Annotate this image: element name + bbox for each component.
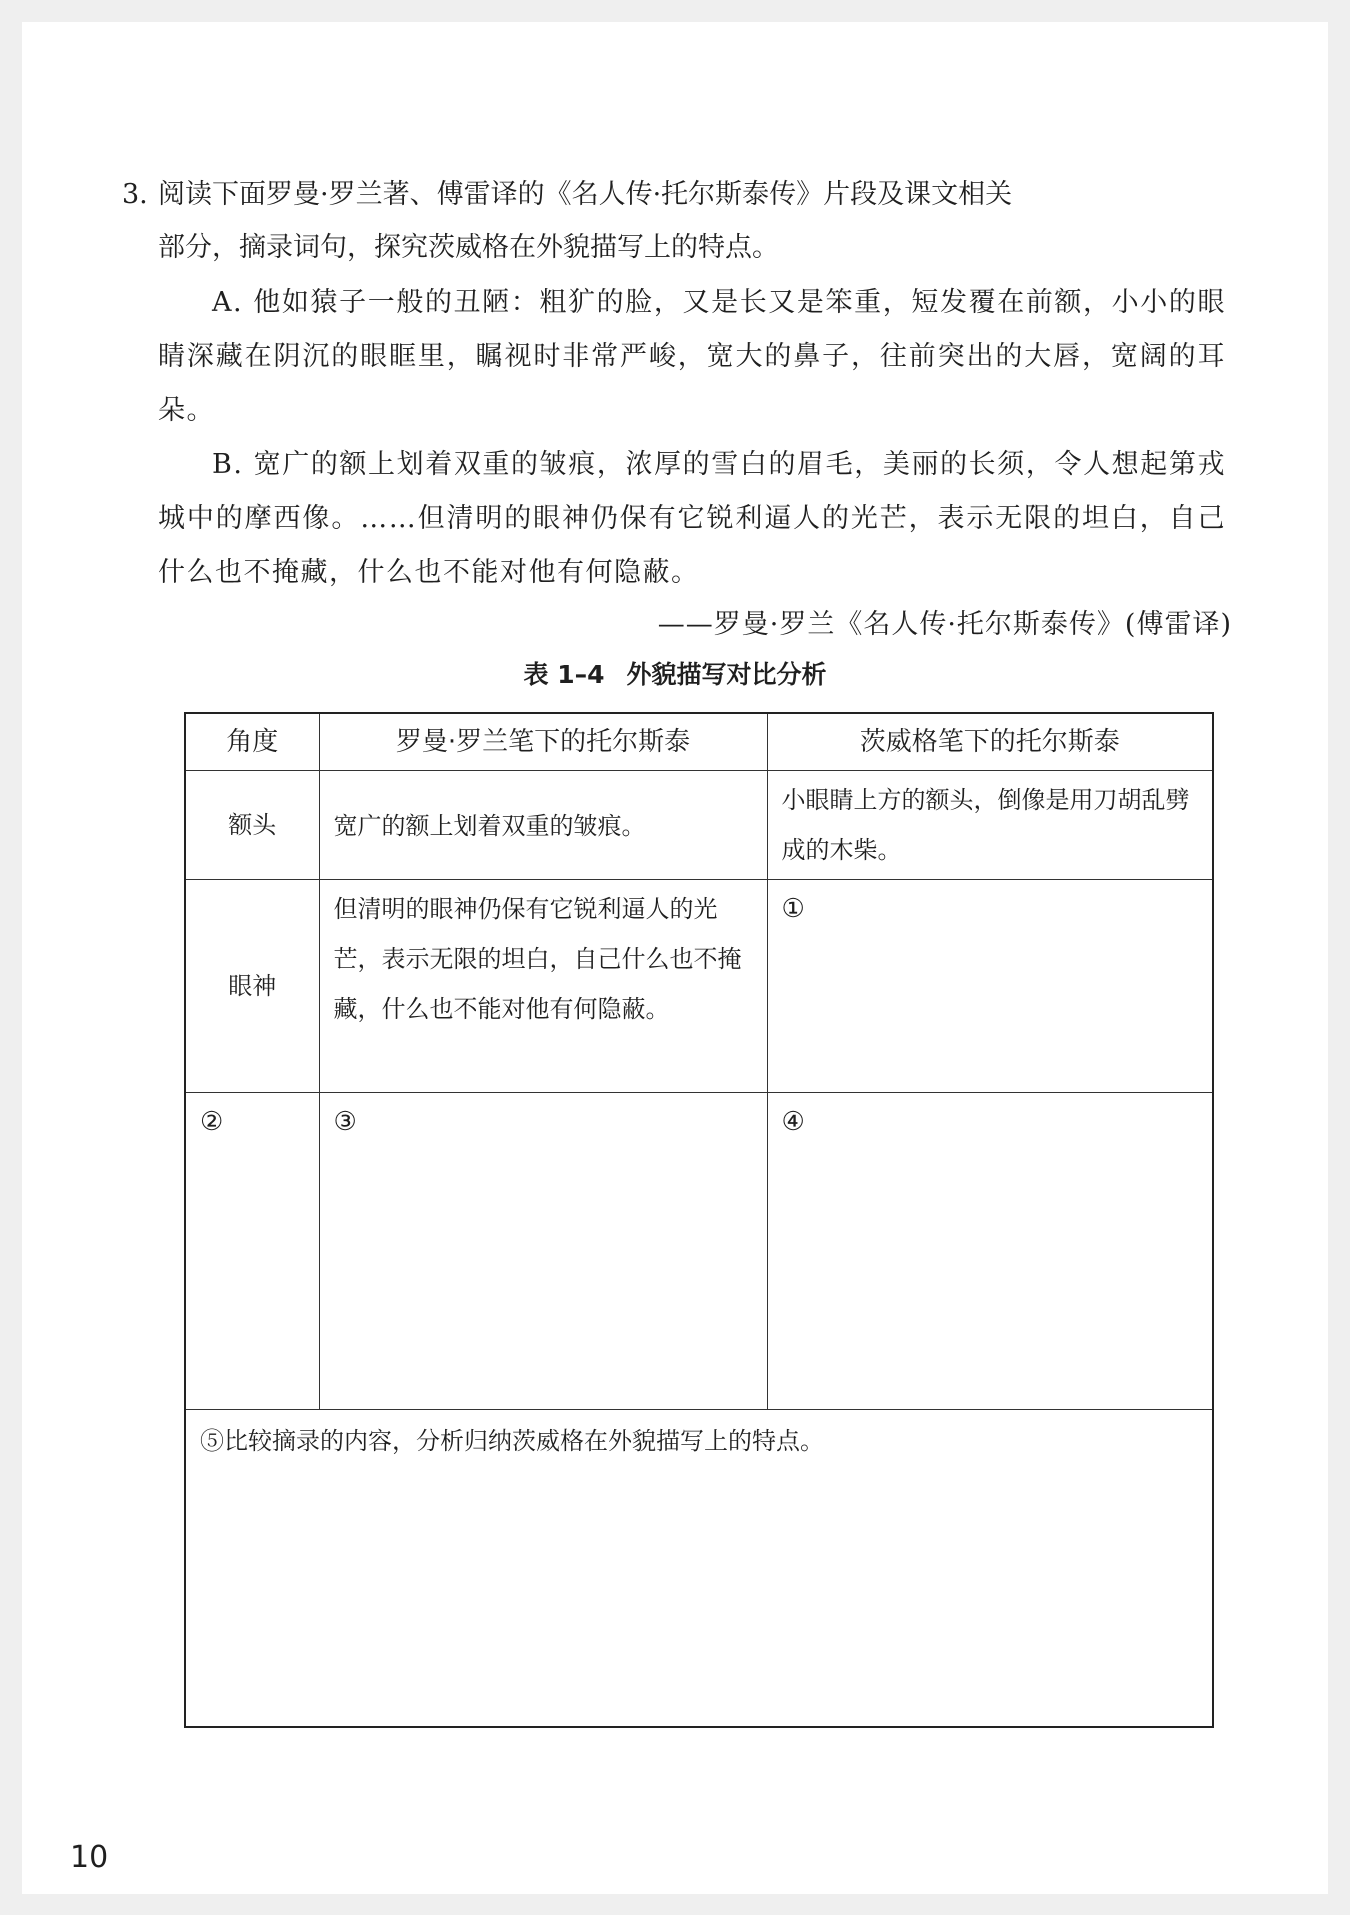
rolland-cell — [319, 880, 767, 1093]
question-line-1 — [122, 168, 1227, 221]
question-text-1: 阅读下面罗曼·罗兰著、傅雷译的《名人传·托尔斯泰传》片段及课文相关 — [158, 179, 1013, 210]
answer-blank-1[interactable] — [767, 880, 1213, 1093]
page-number: 10 — [70, 1840, 109, 1875]
summary-prompt: ⑤比较摘录的内容，分析归纳茨威格在外貌描写上的特点。 — [200, 1427, 824, 1455]
header-aspect: 角度 — [185, 713, 319, 771]
blank-marker-3: ③ — [333, 1107, 357, 1137]
table-caption: 外貌描写对比分析 — [626, 660, 827, 689]
table-summary-row — [185, 1410, 1213, 1728]
question-number: 3. — [122, 179, 148, 210]
table-row — [185, 880, 1213, 1093]
header-zweig: 茨威格笔下的托尔斯泰 — [767, 713, 1213, 771]
zweig-cell — [767, 771, 1213, 880]
answer-blank-5[interactable] — [185, 1410, 1213, 1728]
table-row — [185, 771, 1213, 880]
answer-blank-4[interactable] — [767, 1093, 1213, 1410]
passage-b: B. 宽广的额上划着双重的皱痕，浓厚的雪白的眉毛，美丽的长须，令人想起第戎城中的摩西像。……但清明的眼神仍保有它锐利逼人的光芒，表示无限的坦白，自己什么也不掩藏，什么也不能对他有何隐蔽。 — [158, 449, 1226, 588]
blank-marker-1: ① — [781, 894, 805, 924]
question-text-2: 部分，摘录词句，探究茨威格在外貌描写上的特点。 — [158, 232, 779, 263]
table-number: 表 1–4 — [523, 660, 605, 689]
passage-source: ——罗曼·罗兰《名人传·托尔斯泰传》(傅雷译) — [657, 609, 1232, 640]
question-3 — [122, 168, 1227, 274]
table-row — [185, 1093, 1213, 1410]
rolland-cell — [319, 771, 767, 880]
zweig-text: 小眼睛上方的额头，倒像是用刀胡乱劈成的木柴。 — [781, 786, 1190, 864]
aspect-cell: 眼神 — [185, 880, 319, 1093]
comparison-table — [184, 712, 1214, 1728]
answer-blank-3[interactable] — [319, 1093, 767, 1410]
rolland-text: 宽广的额上划着双重的皱痕。 — [333, 812, 646, 840]
passage-a: A. 他如猿子一般的丑陋：粗犷的脸，又是长又是笨重，短发覆在前额，小小的眼睛深藏在阴沉的眼眶里，瞩视时非常严峻，宽大的鼻子，往前突出的大唇，宽阔的耳朵。 — [158, 287, 1226, 426]
answer-blank-2[interactable] — [185, 1093, 319, 1410]
blank-marker-2: ② — [200, 1107, 224, 1137]
header-rolland: 罗曼·罗兰笔下的托尔斯泰 — [319, 713, 767, 771]
table-header-row — [185, 713, 1213, 771]
blank-marker-4: ④ — [781, 1107, 805, 1137]
table-title — [0, 655, 1350, 695]
rolland-text: 但清明的眼神仍保有它锐利逼人的光芒，表示无限的坦白，自己什么也不掩藏，什么也不能对他有何隐蔽。 — [333, 895, 742, 1023]
aspect-cell: 额头 — [185, 771, 319, 880]
